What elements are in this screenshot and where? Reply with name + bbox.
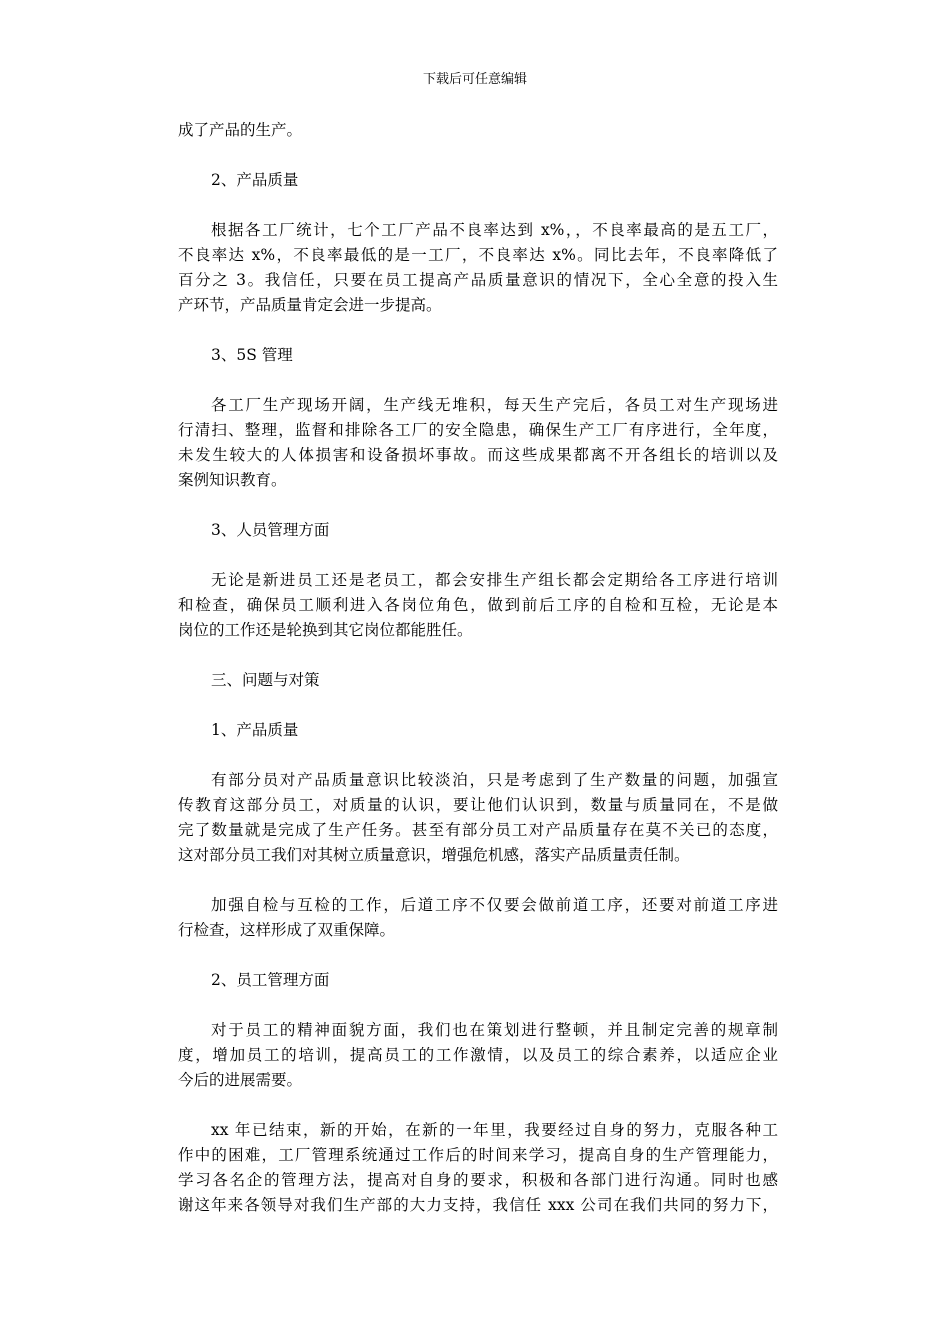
text-line: xx 年已结束，新的开始，在新的一年里，我要经过自身的努力，克服各种工 [211,1121,778,1139]
text-line: 案例知识教育。 [178,471,287,489]
text-line: 各工厂生产现场开阔，生产线无堆积，每天生产完后，各员工对生产现场进 [211,396,778,414]
text-line: 这对部分员工我们对其树立质量意识，增强危机感，落实产品质量责任制。 [178,846,690,864]
heading-product-quality-2 [178,718,778,743]
paragraph-quality-stats [178,218,778,318]
heading-text: 2、产品质量 [211,171,299,189]
text-line: 传教育这部分员工，对质量的认识，要让他们认识到，数量与质量同在，不是做 [178,796,778,814]
text-line: 行清扫、整理，监督和排除各工厂的安全隐患，确保生产工厂有序进行，全年度， [178,421,778,439]
text-line: 作中的困难，工厂管理系统通过工作后的时间来学习，提高自身的生产管理能力， [178,1146,778,1164]
text-line: 行检查，这样形成了双重保障。 [178,921,396,939]
text-line: 不良率达 x%，不良率最低的是一工厂，不良率达 x%。同比去年，不良率降低了 [178,246,778,264]
heading-text: 3、人员管理方面 [211,521,330,539]
paragraph-continuation [178,118,778,143]
heading-text: 3、5S 管理 [211,346,293,364]
heading-text: 1、产品质量 [211,721,299,739]
paragraph-self-inspection [178,893,778,943]
text-line: 度，增加员工的培训，提高员工的工作激情，以及员工的综合素养，以适应企业 [178,1046,778,1064]
text-line: 对于员工的精神面貌方面，我们也在策划进行整顿，并且制定完善的规章制 [211,1021,778,1039]
text-line: 今后的进展需要。 [178,1071,303,1089]
text-line: 岗位的工作还是轮换到其它岗位都能胜任。 [178,621,473,639]
text-line: 加强自检与互检的工作，后道工序不仅要会做前道工序，还要对前道工序进 [211,896,778,914]
paragraph-closing [178,1118,778,1218]
text-line: 产环节，产品质量肯定会进一步提高。 [178,296,442,314]
page-header: 下载后可任意编辑 [422,72,527,87]
text-line: 无论是新进员工还是老员工，都会安排生产组长都会定期给各工序进行培训 [211,571,778,589]
heading-product-quality [178,168,778,193]
heading-5s-management [178,343,778,368]
heading-staff-management [178,968,778,993]
heading-text: 三、问题与对策 [211,671,320,689]
heading-problems-countermeasures [178,668,778,693]
paragraph-staff-morale [178,1018,778,1093]
paragraph-5s [178,393,778,493]
paragraph-personnel [178,568,778,643]
heading-text: 2、员工管理方面 [211,971,330,989]
text-line: 有部分员对产品质量意识比较淡泊，只是考虑到了生产数量的问题，加强宣 [211,771,778,789]
document-body [178,118,778,1243]
text-line: 根据各工厂统计，七个工厂产品不良率达到 x%，，不良率最高的是五工厂， [211,221,778,239]
text-line: 成了产品的生产。 [178,121,303,139]
text-line: 完了数量就是完成了生产任务。甚至有部分员工对产品质量存在莫不关已的态度， [178,821,778,839]
paragraph-quality-awareness [178,768,778,868]
text-line: 和检查，确保员工顺利进入各岗位角色，做到前后工序的自检和互检，无论是本 [178,596,778,614]
text-line: 未发生较大的人体损害和设备损坏事故。而这些成果都离不开各组长的培训以及 [178,446,778,464]
text-line: 谢这年来各领导对我们生产部的大力支持，我信任 xxx 公司在我们共同的努力下， [178,1196,778,1214]
heading-personnel-management [178,518,778,543]
text-line: 学习各名企的管理方法，提高对自身的要求，积极和各部门进行沟通。同时也感 [178,1171,778,1189]
text-line: 百分之 3。我信任，只要在员工提高产品质量意识的情况下，全心全意的投入生 [178,271,778,289]
